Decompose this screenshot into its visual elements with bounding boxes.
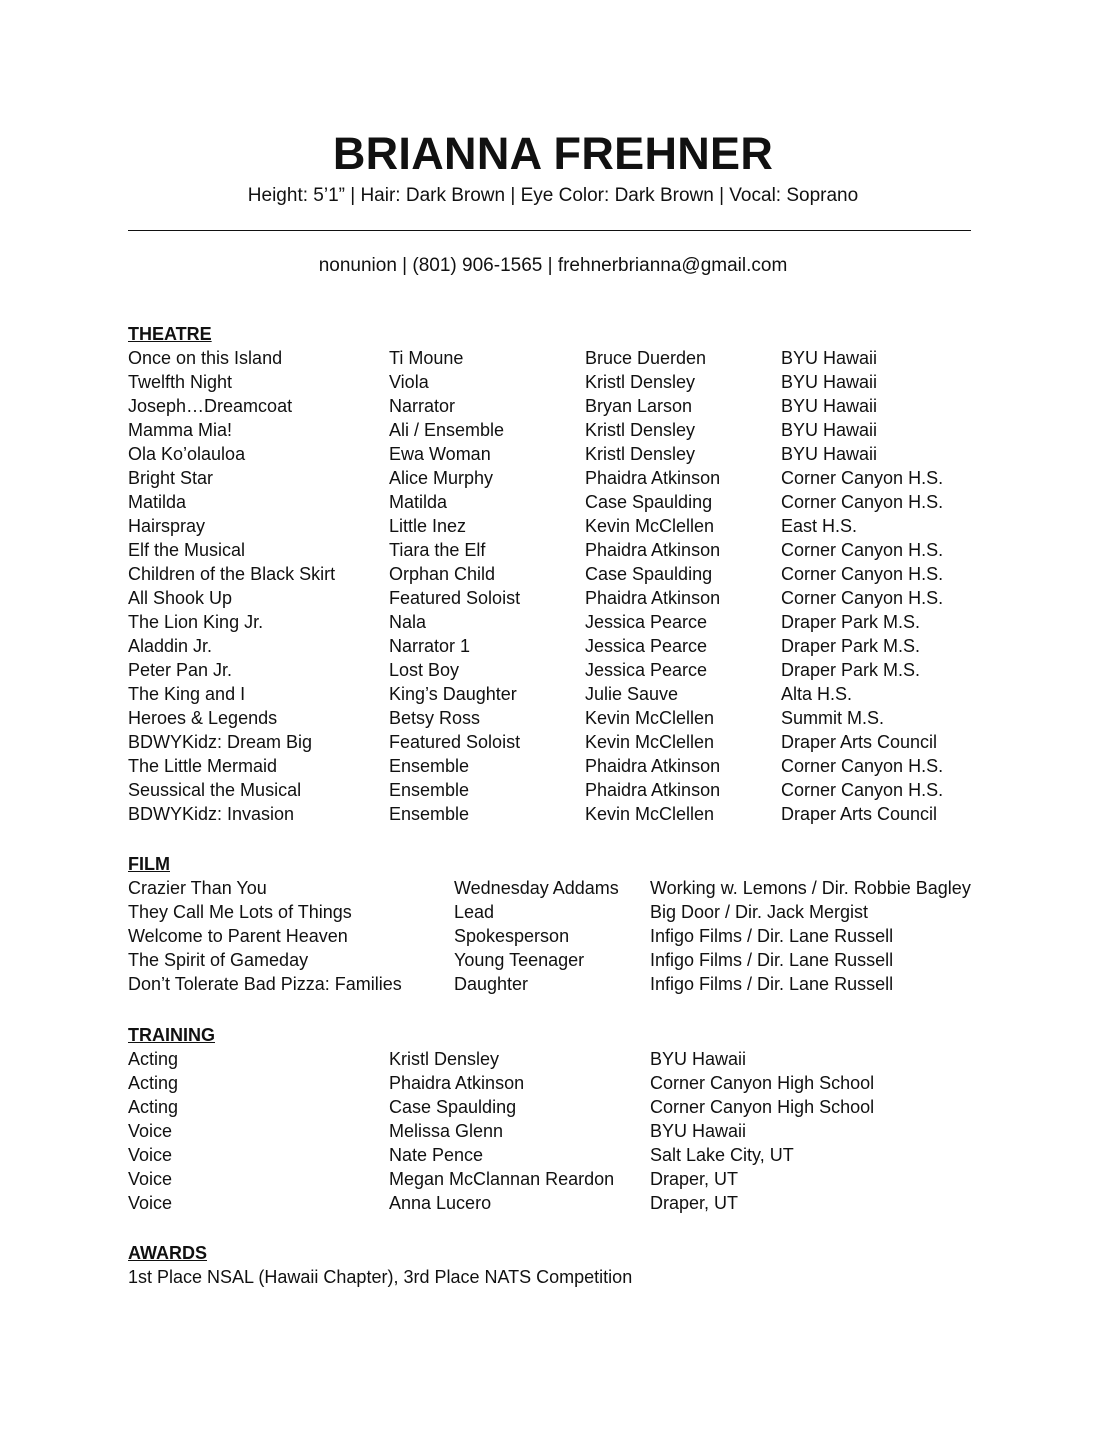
theatre-cell-col1: Elf the Musical — [128, 540, 246, 560]
theatre-cell-col2: Matilda — [389, 492, 448, 512]
theatre-cell-col4: Draper Park M.S. — [781, 636, 921, 656]
training-row — [128, 1119, 747, 1143]
theatre-cell-col1: Heroes & Legends — [128, 708, 278, 728]
training-heading: TRAINING — [128, 1025, 215, 1045]
theatre-cell-col2: Little Inez — [389, 516, 467, 536]
theatre-cell-col4: East H.S. — [781, 516, 858, 536]
training-cell-col2: Megan McClannan Reardon — [389, 1169, 615, 1189]
theatre-cell-col4: Corner Canyon H.S. — [781, 756, 944, 776]
training-section — [128, 1023, 875, 1215]
theatre-cell-col1: The Lion King Jr. — [128, 612, 264, 632]
theatre-cell-col2: Ewa Woman — [389, 444, 491, 464]
training-cell-col1: Voice — [128, 1121, 173, 1141]
theatre-cell-col1: All Shook Up — [128, 588, 233, 608]
theatre-credits — [128, 346, 944, 826]
theatre-row — [128, 394, 878, 418]
awards-section — [128, 1241, 632, 1289]
training-row — [128, 1191, 739, 1215]
theatre-cell-col2: Featured Soloist — [389, 588, 521, 608]
theatre-cell-col2: Ensemble — [389, 756, 470, 776]
training-cell-col3: Corner Canyon High School — [650, 1073, 875, 1093]
theatre-cell-col3: Phaidra Atkinson — [585, 540, 721, 560]
theatre-cell-col3: Bruce Duerden — [585, 348, 707, 368]
theatre-cell-col1: Ola Ko’olauloa — [128, 444, 246, 464]
training-cell-col3: Corner Canyon High School — [650, 1097, 875, 1117]
theatre-cell-col2: King’s Daughter — [389, 684, 517, 704]
training-row — [128, 1143, 794, 1167]
theatre-cell-col1: Seussical the Musical — [128, 780, 302, 800]
theatre-cell-col1: Children of the Black Skirt — [128, 564, 336, 584]
film-row — [128, 900, 869, 924]
theatre-row — [128, 370, 878, 394]
theatre-cell-col4: Draper Arts Council — [781, 732, 938, 752]
theatre-cell-col1: Peter Pan Jr. — [128, 660, 233, 680]
theatre-row — [128, 346, 878, 370]
theatre-row — [128, 754, 944, 778]
theatre-cell-col1: Matilda — [128, 492, 187, 512]
training-cell-col1: Acting — [128, 1073, 179, 1093]
theatre-cell-col3: Phaidra Atkinson — [585, 468, 721, 488]
theatre-row — [128, 514, 858, 538]
film-cell-col2: Young Teenager — [454, 950, 585, 970]
theatre-cell-col3: Case Spaulding — [585, 564, 713, 584]
theatre-cell-col3: Julie Sauve — [585, 684, 679, 704]
awards-text: 1st Place NSAL (Hawaii Chapter), 3rd Place NATS Competition — [128, 1267, 633, 1287]
theatre-row — [128, 658, 921, 682]
theatre-cell-col1: Mamma Mia! — [128, 420, 233, 440]
theatre-row — [128, 586, 944, 610]
training-cell-col2: Kristl Densley — [389, 1049, 500, 1069]
film-row — [128, 948, 894, 972]
theatre-cell-col3: Phaidra Atkinson — [585, 756, 721, 776]
theatre-row — [128, 538, 944, 562]
training-cell-col1: Acting — [128, 1049, 179, 1069]
theatre-row — [128, 778, 944, 802]
theatre-cell-col4: BYU Hawaii — [781, 372, 878, 392]
theatre-cell-col2: Ali / Ensemble — [389, 420, 505, 440]
training-row — [128, 1071, 875, 1095]
film-cell-col2: Daughter — [454, 974, 529, 994]
theatre-row — [128, 802, 938, 826]
theatre-cell-col3: Kevin McClellen — [585, 804, 715, 824]
actor-name: BRIANNA FREHNER — [332, 128, 774, 179]
theatre-row — [128, 634, 921, 658]
theatre-cell-col1: BDWYKidz: Invasion — [128, 804, 295, 824]
theatre-cell-col3: Case Spaulding — [585, 492, 713, 512]
training-cell-col1: Acting — [128, 1097, 179, 1117]
theatre-cell-col1: Joseph…Dreamcoat — [128, 396, 293, 416]
film-cell-col3: Big Door / Dir. Jack Mergist — [650, 902, 869, 922]
theatre-cell-col4: BYU Hawaii — [781, 396, 878, 416]
training-cell-col1: Voice — [128, 1169, 173, 1189]
training-cell-col2: Nate Pence — [389, 1145, 484, 1165]
theatre-row — [128, 418, 878, 442]
theatre-row — [128, 562, 944, 586]
training-cell-col3: Salt Lake City, UT — [650, 1145, 794, 1165]
training-cell-col2: Anna Lucero — [389, 1193, 492, 1213]
theatre-cell-col4: Corner Canyon H.S. — [781, 588, 944, 608]
film-row — [128, 876, 971, 900]
theatre-cell-col2: Lost Boy — [389, 660, 460, 680]
training-cell-col2: Phaidra Atkinson — [389, 1073, 525, 1093]
theatre-row — [128, 730, 938, 754]
film-credits — [128, 876, 971, 996]
theatre-cell-col4: Corner Canyon H.S. — [781, 492, 944, 512]
theatre-cell-col4: Summit M.S. — [781, 708, 885, 728]
training-cell-col2: Melissa Glenn — [389, 1121, 504, 1141]
theatre-heading: THEATRE — [128, 324, 212, 344]
theatre-cell-col1: Aladdin Jr. — [128, 636, 213, 656]
film-cell-col3: Infigo Films / Dir. Lane Russell — [650, 926, 894, 946]
theatre-cell-col4: BYU Hawaii — [781, 348, 878, 368]
training-row — [128, 1095, 875, 1119]
film-cell-col3: Infigo Films / Dir. Lane Russell — [650, 950, 894, 970]
theatre-cell-col4: Draper Park M.S. — [781, 612, 921, 632]
theatre-cell-col3: Kristl Densley — [585, 420, 696, 440]
training-cell-col3: Draper, UT — [650, 1169, 739, 1189]
theatre-cell-col1: BDWYKidz: Dream Big — [128, 732, 313, 752]
theatre-cell-col3: Kristl Densley — [585, 444, 696, 464]
theatre-cell-col4: Corner Canyon H.S. — [781, 468, 944, 488]
training-list — [128, 1047, 875, 1215]
training-cell-col3: Draper, UT — [650, 1193, 739, 1213]
film-heading: FILM — [128, 854, 170, 874]
theatre-cell-col2: Tiara the Elf — [389, 540, 486, 560]
theatre-cell-col3: Jessica Pearce — [585, 660, 708, 680]
film-cell-col1: They Call Me Lots of Things — [128, 902, 352, 922]
theatre-cell-col2: Featured Soloist — [389, 732, 521, 752]
theatre-cell-col4: BYU Hawaii — [781, 420, 878, 440]
contact-info: nonunion | (801) 906-1565 | frehnerbrianna@gmail.com — [318, 255, 788, 276]
theatre-cell-col4: Corner Canyon H.S. — [781, 540, 944, 560]
training-cell-col3: BYU Hawaii — [650, 1049, 747, 1069]
theatre-row — [128, 682, 853, 706]
theatre-cell-col1: Hairspray — [128, 516, 206, 536]
theatre-cell-col3: Kristl Densley — [585, 372, 696, 392]
theatre-cell-col2: Ti Moune — [389, 348, 464, 368]
training-cell-col2: Case Spaulding — [389, 1097, 517, 1117]
training-row — [128, 1047, 747, 1071]
theatre-cell-col1: The Little Mermaid — [128, 756, 278, 776]
awards-heading: AWARDS — [128, 1243, 208, 1263]
training-cell-col3: BYU Hawaii — [650, 1121, 747, 1141]
theatre-cell-col1: Twelfth Night — [128, 372, 233, 392]
theatre-cell-col3: Bryan Larson — [585, 396, 693, 416]
theatre-cell-col3: Kevin McClellen — [585, 732, 715, 752]
theatre-cell-col4: Draper Park M.S. — [781, 660, 921, 680]
film-cell-col2: Lead — [454, 902, 495, 922]
theatre-cell-col3: Kevin McClellen — [585, 708, 715, 728]
theatre-cell-col2: Betsy Ross — [389, 708, 481, 728]
theatre-row — [128, 466, 944, 490]
film-row — [128, 972, 894, 996]
film-cell-col1: Welcome to Parent Heaven — [128, 926, 348, 946]
film-cell-col1: Crazier Than You — [128, 878, 267, 898]
theatre-cell-col2: Ensemble — [389, 780, 470, 800]
film-cell-col1: The Spirit of Gameday — [128, 950, 309, 970]
theatre-row — [128, 706, 885, 730]
theatre-cell-col1: Bright Star — [128, 468, 214, 488]
theatre-cell-col2: Viola — [389, 372, 429, 392]
theatre-cell-col2: Nala — [389, 612, 427, 632]
theatre-cell-col2: Alice Murphy — [389, 468, 494, 488]
theatre-cell-col3: Phaidra Atkinson — [585, 780, 721, 800]
training-cell-col1: Voice — [128, 1193, 173, 1213]
training-row — [128, 1167, 739, 1191]
theatre-cell-col4: Alta H.S. — [781, 684, 853, 704]
theatre-cell-col3: Jessica Pearce — [585, 636, 708, 656]
training-cell-col1: Voice — [128, 1145, 173, 1165]
physical-stats: Height: 5’1” | Hair: Dark Brown | Eye Color: Dark Brown | Vocal: Soprano — [247, 185, 859, 206]
theatre-cell-col2: Ensemble — [389, 804, 470, 824]
theatre-cell-col4: Corner Canyon H.S. — [781, 780, 944, 800]
theatre-row — [128, 610, 921, 634]
theatre-cell-col3: Kevin McClellen — [585, 516, 715, 536]
theatre-cell-col1: The King and I — [128, 684, 246, 704]
theatre-row — [128, 442, 878, 466]
theatre-cell-col3: Phaidra Atkinson — [585, 588, 721, 608]
film-row — [128, 924, 894, 948]
theatre-cell-col3: Jessica Pearce — [585, 612, 708, 632]
theatre-cell-col1: Once on this Island — [128, 348, 283, 368]
film-cell-col3: Working w. Lemons / Dir. Robbie Bagley — [650, 878, 971, 898]
film-section — [128, 852, 971, 996]
film-cell-col2: Wednesday Addams — [454, 878, 619, 898]
theatre-cell-col4: BYU Hawaii — [781, 444, 878, 464]
film-cell-col1: Don’t Tolerate Bad Pizza: Families — [128, 974, 402, 994]
theatre-cell-col2: Orphan Child — [389, 564, 496, 584]
header-divider — [128, 230, 971, 231]
theatre-cell-col4: Corner Canyon H.S. — [781, 564, 944, 584]
theatre-row — [128, 490, 944, 514]
theatre-cell-col4: Draper Arts Council — [781, 804, 938, 824]
theatre-cell-col2: Narrator — [389, 396, 456, 416]
film-cell-col3: Infigo Films / Dir. Lane Russell — [650, 974, 894, 994]
film-cell-col2: Spokesperson — [454, 926, 570, 946]
theatre-cell-col2: Narrator 1 — [389, 636, 471, 656]
theatre-section — [128, 322, 944, 826]
